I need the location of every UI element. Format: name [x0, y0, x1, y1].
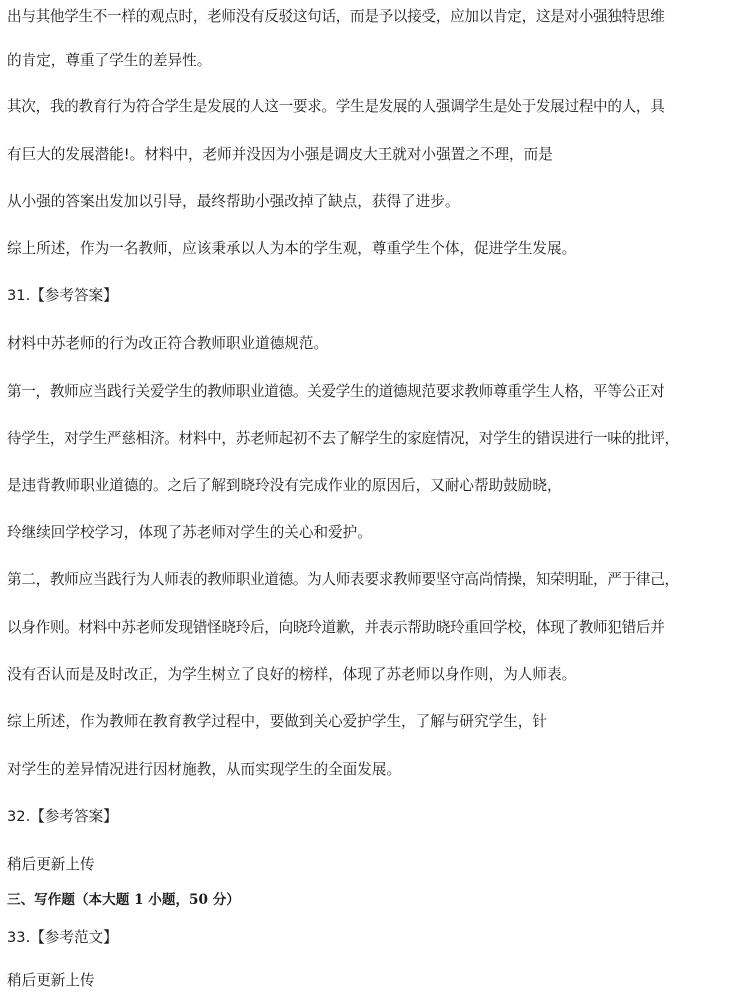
paragraph-line: 从小强的答案出发加以引导，最终帮助小强改掉了缺点，获得了进步。 — [7, 193, 460, 210]
paragraph-line: 第二，教师应当践行为人师表的教师职业道德。为人师表要求教师要坚守高尚情操，知荣明耻，严于律己， — [7, 571, 679, 588]
answer-heading-32: 32.【参考答案】 — [7, 808, 118, 825]
paragraph-line: 待学生，对学生严慈相济。材料中，苏老师起初不去了解学生的家庭情况，对学生的错误进行一味的批评， — [7, 430, 679, 447]
paragraph-line: 的肯定，尊重了学生的差异性。 — [7, 52, 212, 69]
paragraph-line: 综上所述，作为教师在教育教学过程中，要做到关心爱护学生，了解与研究学生，针 — [7, 713, 547, 730]
paragraph-line: 没有否认而是及时改正，为学生树立了良好的榜样，体现了苏老师以身作则，为人师表。 — [7, 666, 577, 683]
paragraph-line: 是违背教师职业道德的。之后了解到晓玲没有完成作业的原因后，又耐心帮助鼓励晓， — [7, 477, 562, 494]
paragraph-line: 有巨大的发展潜能!。材料中，老师并没因为小强是调皮大王就对小强置之不理，而是 — [7, 146, 553, 163]
answer-heading-33: 33.【参考范文】 — [7, 929, 118, 946]
section-heading-writing: 三、写作题（本大题 1 小题，50 分） — [7, 892, 240, 908]
paragraph-line: 综上所述，作为一名教师，应该秉承以人为本的学生观，尊重学生个体，促进学生发展。 — [7, 240, 577, 257]
answer-heading-31: 31.【参考答案】 — [7, 287, 118, 304]
paragraph-line: 第一，教师应当践行关爱学生的教师职业道德。关爱学生的道德规范要求教师尊重学生人格，平等公正对 — [7, 383, 665, 400]
paragraph-line: 玲继续回学校学习，体现了苏老师对学生的关心和爱护。 — [7, 524, 372, 541]
paragraph-line: 对学生的差异情况进行因材施教，从而实现学生的全面发展。 — [7, 761, 402, 778]
paragraph-line: 稍后更新上传 — [7, 856, 95, 873]
paragraph-line: 以身作则。材料中苏老师发现错怪晓玲后，向晓玲道歉，并表示帮助晓玲重回学校，体现了教师犯错后并 — [7, 619, 665, 636]
paragraph-line: 材料中苏老师的行为改正符合教师职业道德规范。 — [7, 335, 329, 352]
paragraph-line: 其次，我的教育行为符合学生是发展的人这一要求。学生是发展的人强调学生是处于发展过程中的人，具 — [7, 98, 665, 115]
paragraph-line: 稍后更新上传 — [7, 972, 95, 989]
paragraph-line: 出与其他学生不一样的观点时，老师没有反驳这句话，而是予以接受，应加以肯定，这是对小强独特思维 — [7, 8, 665, 25]
